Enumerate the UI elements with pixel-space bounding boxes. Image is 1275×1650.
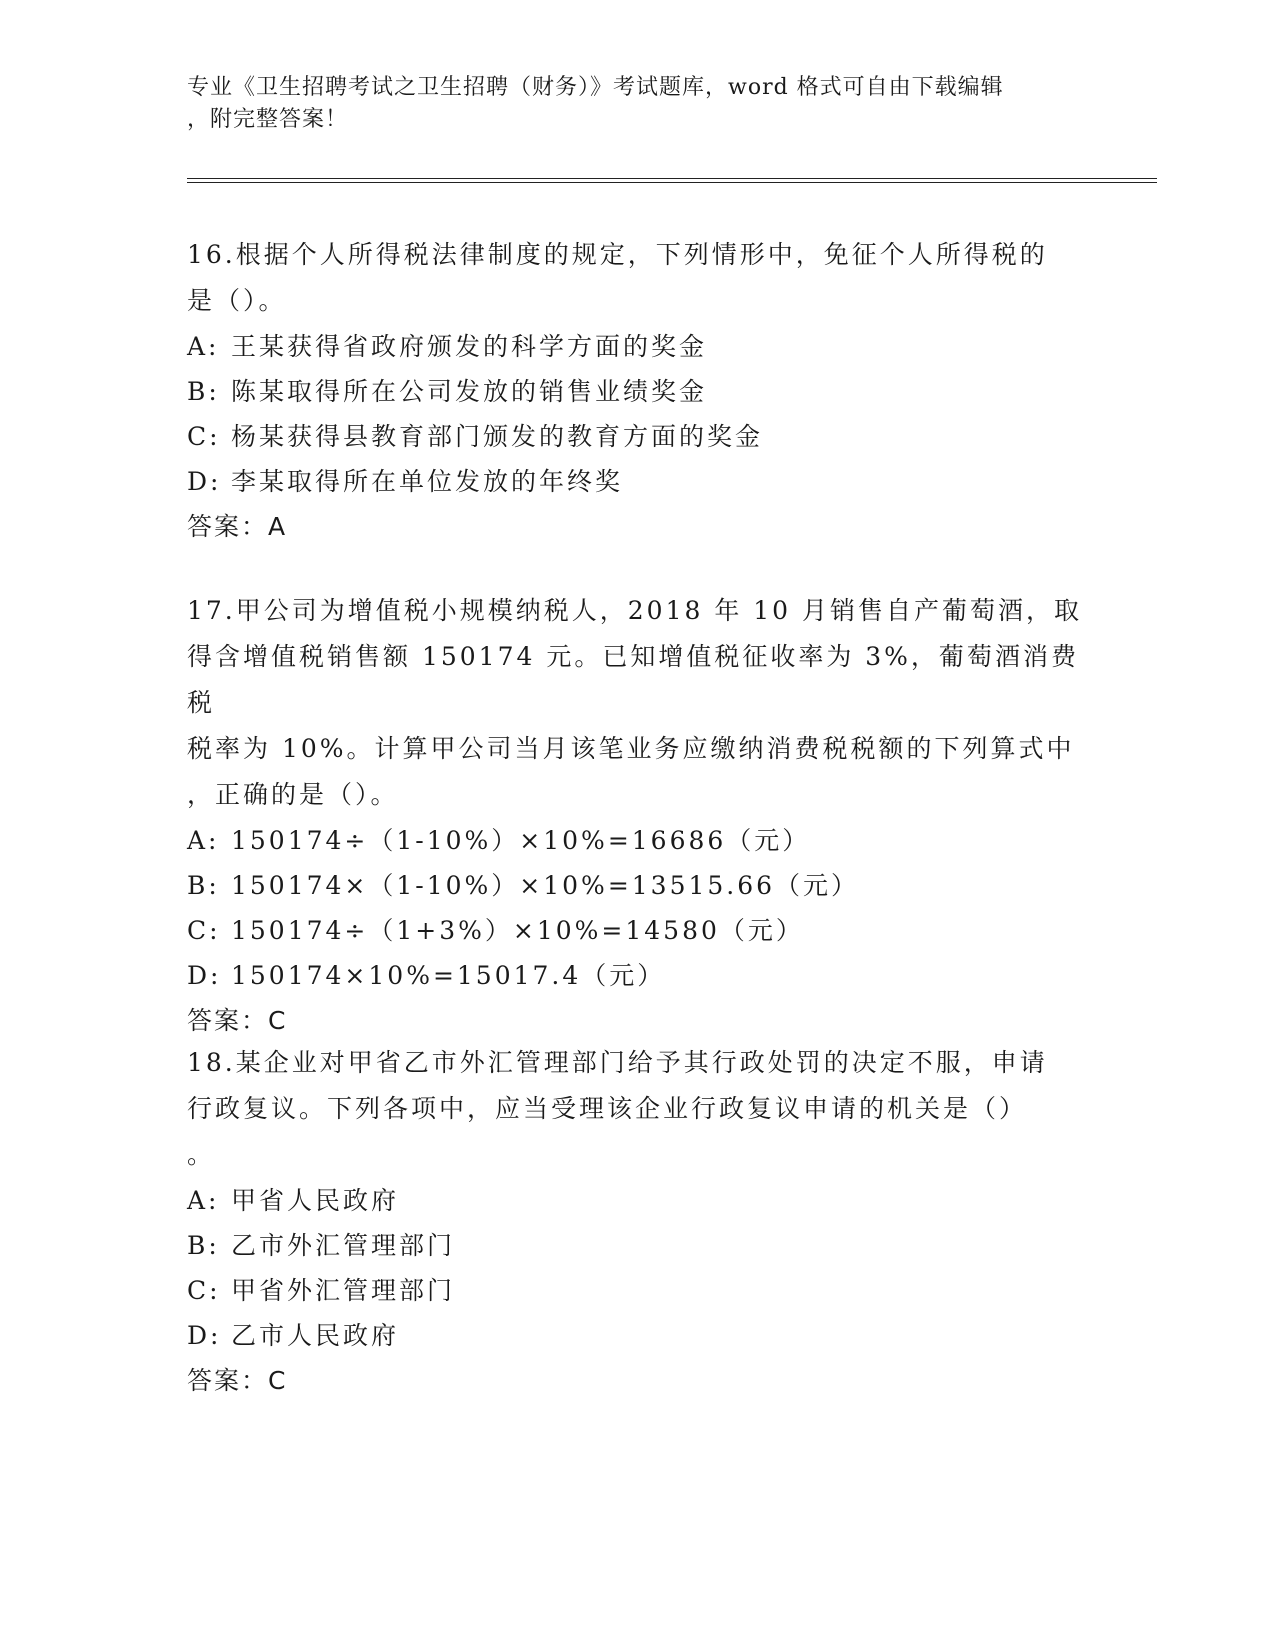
- answer-label: 答案：A: [187, 512, 288, 541]
- option-letter: A:: [187, 826, 220, 855]
- option-letter: C:: [187, 422, 221, 451]
- option-text: 王某获得省政府颁发的科学方面的奖金: [231, 332, 708, 361]
- question-18: [187, 1040, 1087, 1404]
- option-a: [187, 1178, 1087, 1223]
- option-text: 乙市人民政府: [231, 1321, 400, 1350]
- option-b: [187, 369, 1087, 414]
- option-text: 甲省人民政府: [231, 1186, 400, 1215]
- question-stem-line: 。: [187, 1140, 216, 1169]
- option-a: [187, 818, 1087, 863]
- option-letter: D:: [187, 1321, 222, 1350]
- option-d: [187, 953, 1087, 998]
- option-letter: C:: [187, 1276, 221, 1305]
- option-c: [187, 1268, 1087, 1313]
- question-stem-line: 是（）。: [187, 286, 287, 315]
- question-16: [187, 232, 1087, 550]
- option-b: [187, 1223, 1087, 1268]
- option-a: [187, 324, 1087, 369]
- header-line-2: ，附完整答案！: [187, 107, 349, 132]
- option-letter: A:: [187, 1186, 220, 1215]
- option-text: 150174÷（1-10%）×10%=16686（元）: [231, 826, 811, 855]
- option-c: [187, 908, 1087, 953]
- answer-label: 答案：C: [187, 1006, 288, 1035]
- option-letter: D:: [187, 961, 222, 990]
- header-divider: [187, 178, 1157, 183]
- option-text: 150174÷（1+3%）×10%=14580（元）: [231, 916, 804, 945]
- option-text: 150174×10%=15017.4（元）: [231, 961, 666, 990]
- question-stem-line: 18.某企业对甲省乙市外汇管理部门给予其行政处罚的决定不服，申请: [187, 1048, 1048, 1077]
- option-letter: B:: [187, 377, 220, 406]
- option-letter: C:: [187, 916, 221, 945]
- option-letter: A:: [187, 332, 220, 361]
- question-stem-line: 得含增值税销售额 150174 元。已知增值税征收率为 3%，葡萄酒消费税: [187, 642, 1079, 717]
- option-text: 乙市外汇管理部门: [231, 1231, 456, 1260]
- option-text: 甲省外汇管理部门: [231, 1276, 456, 1305]
- option-letter: D:: [187, 467, 222, 496]
- option-d: [187, 459, 1087, 504]
- header-line-1: 专业《卫生招聘考试之卫生招聘（财务）》考试题库，word 格式可自由下载编辑: [187, 75, 1004, 100]
- question-stem-line: 税率为 10%。计算甲公司当月该笔业务应缴纳消费税税额的下列算式中: [187, 734, 1075, 763]
- option-text: 杨某获得县教育部门颁发的教育方面的奖金: [231, 422, 764, 451]
- question-stem-line: ，正确的是（）。: [187, 780, 399, 809]
- option-c: [187, 414, 1087, 459]
- option-letter: B:: [187, 871, 220, 900]
- question-stem-line: 16.根据个人所得税法律制度的规定，下列情形中，免征个人所得税的: [187, 240, 1048, 269]
- document-header: [187, 72, 1067, 136]
- answer-label: 答案：C: [187, 1366, 288, 1395]
- option-letter: B:: [187, 1231, 220, 1260]
- option-text: 李某取得所在单位发放的年终奖: [231, 467, 624, 496]
- question-stem-line: 行政复议。下列各项中，应当受理该企业行政复议申请的机关是（）: [187, 1094, 1028, 1123]
- option-d: [187, 1313, 1087, 1358]
- question-17: [187, 588, 1087, 1044]
- option-text: 150174×（1-10%）×10%=13515.66（元）: [231, 871, 860, 900]
- question-stem-line: 17.甲公司为增值税小规模纳税人，2018 年 10 月销售自产葡萄酒，取: [187, 596, 1083, 625]
- option-b: [187, 863, 1087, 908]
- option-text: 陈某取得所在公司发放的销售业绩奖金: [231, 377, 708, 406]
